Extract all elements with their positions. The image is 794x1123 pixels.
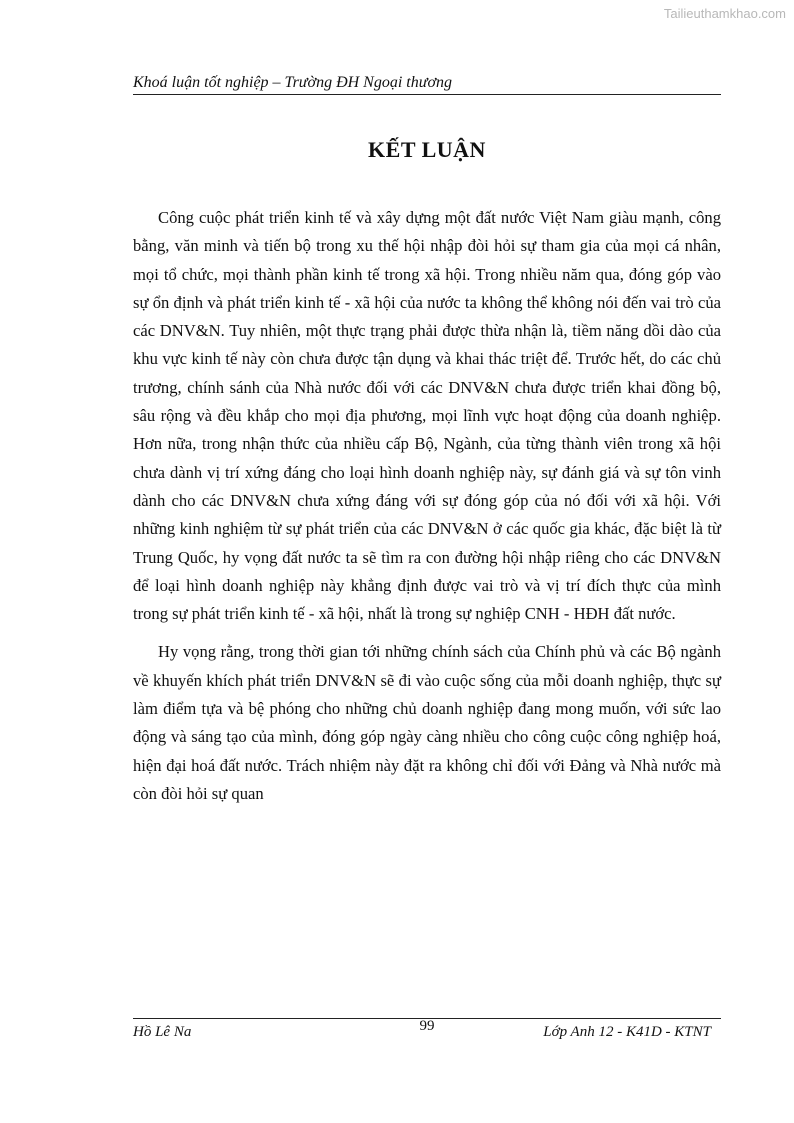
page-title: KẾT LUẬN: [368, 137, 486, 162]
document-body: [133, 204, 721, 818]
footer-author: Hồ Lê Na: [133, 1024, 192, 1040]
page-number: 99: [419, 1018, 435, 1034]
body-paragraph-1: Công cuộc phát triển kinh tế và xây dựng một đất nước Việt Nam giàu mạnh, công bằng, văn minh và tiến bộ trong xu thế hội nhập đòi hỏi sự tham gia của mọi cá nhân, mọi tổ chức, mọi thành phần kinh tế trong xã hội. Trong nhiều năm qua, đóng góp vào sự ổn định và phát triển kinh tế - xã hội của nước ta không thể không nói đến vai trò của các DNV&N. Tuy nhiên, một thực trạng phải được thừa nhận là, tiềm năng dồi dào của khu vực kinh tế này còn chưa được tận dụng và khai thác triệt để. Trước hết, do các chủ trương, chính sánh của Nhà nước đối với các DNV&N chưa được triển khai đồng bộ, sâu rộng và đều khắp cho mọi địa phương, mọi lĩnh vực hoạt động của doanh nghiệp. Hơn nữa, trong nhận thức của nhiều cấp Bộ, Ngành, của từng thành viên trong xã hội chưa dành vị trí xứng đáng cho loại hình doanh nghiệp này, sự đánh giá và sự tôn vinh dành cho các DNV&N chưa xứng đáng với sự đóng góp của nó đối với xã hội. Với những kinh nghiệm từ sự phát triển của các DNV&N ở các quốc gia khác, đặc biệt là từ Trung Quốc, hy vọng đất nước ta sẽ tìm ra con đường hội nhập riêng cho các DNV&N để loại hình doanh nghiệp này khẳng định được vai trò và vị trí đích thực của mình trong sự phát triển kinh tế - xã hội, nhất là trong sự nghiệp CNH - HĐH đất nước.: [133, 208, 721, 624]
footer-class-name: Lớp Anh 12 - K41D - KTNT: [543, 1024, 711, 1040]
page-header: Khoá luận tốt nghiệp – Trường ĐH Ngoại thương: [133, 72, 721, 95]
watermark-text: Tailieuthamkhao.com: [663, 6, 786, 21]
page-footer: [133, 1018, 721, 1045]
body-paragraph-2: Hy vọng rằng, trong thời gian tới những chính sách của Chính phủ và các Bộ ngành về khuyến khích phát triển DNV&N sẽ đi vào cuộc sống của mỗi doanh nghiệp, thực sự làm điểm tựa và bệ phóng cho những chủ doanh nghiệp đang mong muốn, với sức lao động và sáng tạo của mình, đóng góp ngày càng nhiều cho công cuộc công nghiệp hoá, hiện đại hoá đất nước. Trách nhiệm này đặt ra không chỉ đối với Đảng và Nhà nước mà còn đòi hỏi sự quan: [133, 642, 721, 803]
